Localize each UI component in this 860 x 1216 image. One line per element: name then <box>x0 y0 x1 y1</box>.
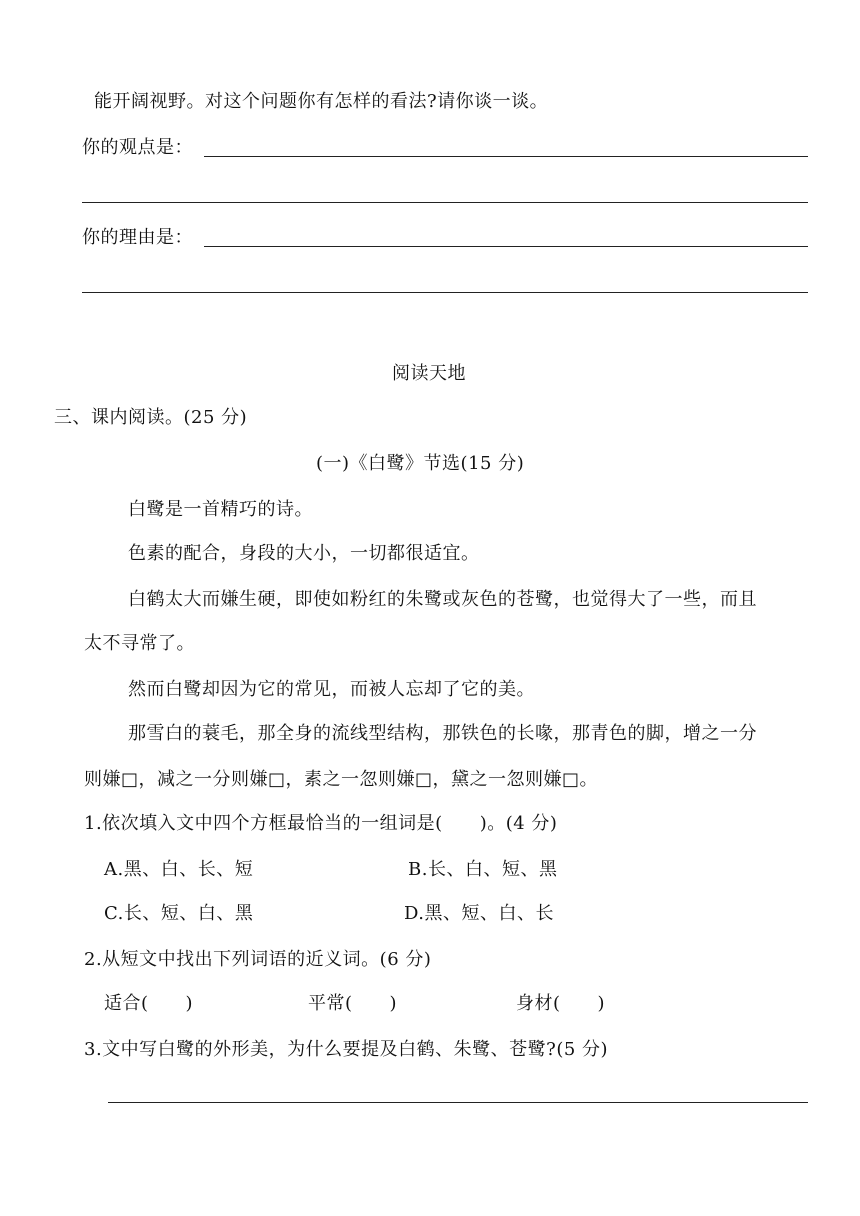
reason-answer-line-1[interactable] <box>204 246 808 247</box>
question-1-option-d[interactable]: D.黑、短、白、长 <box>404 903 555 924</box>
question-2-word-3[interactable]: 身材( ) <box>516 993 606 1014</box>
question-1-text: 1.依次填入文中四个方框最恰当的一组词是( )。(4 分) <box>84 813 558 834</box>
viewpoint-answer-line-2[interactable] <box>82 202 808 203</box>
passage-paragraph-1: 白鹭是一首精巧的诗。 <box>128 499 313 520</box>
question-2-text: 2.从短文中找出下列词语的近义词。(6 分) <box>84 949 432 970</box>
reason-answer-line-2[interactable] <box>82 292 808 293</box>
viewpoint-label: 你的观点是： <box>82 137 193 158</box>
passage-paragraph-5-line-2: 则嫌□，减之一分则嫌□，素之一忽则嫌□，黛之一忽则嫌□。 <box>84 769 599 790</box>
question-1-option-b[interactable]: B.长、白、短、黑 <box>408 859 558 880</box>
question-2-word-2[interactable]: 平常( ) <box>308 993 398 1014</box>
question-1-option-c[interactable]: C.长、短、白、黑 <box>104 903 254 924</box>
viewpoint-answer-line-1[interactable] <box>204 156 808 157</box>
passage-paragraph-2: 色素的配合，身段的大小，一切都很适宜。 <box>128 543 480 564</box>
question-title: 三、课内阅读。(25 分) <box>54 407 248 428</box>
section-heading: 阅读天地 <box>392 363 466 384</box>
passage-paragraph-5-line-1: 那雪白的蓑毛，那全身的流线型结构，那铁色的长喙，那青色的脚，增之一分 <box>128 723 757 744</box>
passage-paragraph-3-line-1: 白鹤太大而嫌生硬，即使如粉红的朱鹭或灰色的苍鹭，也觉得大了一些，而且 <box>128 589 757 610</box>
question-2-word-1[interactable]: 适合( ) <box>104 993 194 1014</box>
question-3-answer-line[interactable] <box>108 1102 808 1103</box>
continued-question-text: 能开阔视野。对这个问题你有怎样的看法?请你谈一谈。 <box>94 91 549 112</box>
question-1-option-a[interactable]: A.黑、白、长、短 <box>104 859 254 880</box>
passage-paragraph-4: 然而白鹭却因为它的常见，而被人忘却了它的美。 <box>128 679 535 700</box>
reason-label: 你的理由是： <box>82 227 193 248</box>
question-3-text: 3.文中写白鹭的外形美，为什么要提及白鹤、朱鹭、苍鹭?(5 分) <box>84 1039 609 1060</box>
passage-paragraph-3-line-2: 太不寻常了。 <box>84 633 195 654</box>
passage-subtitle: (一)《白鹭》节选(15 分) <box>316 453 525 474</box>
